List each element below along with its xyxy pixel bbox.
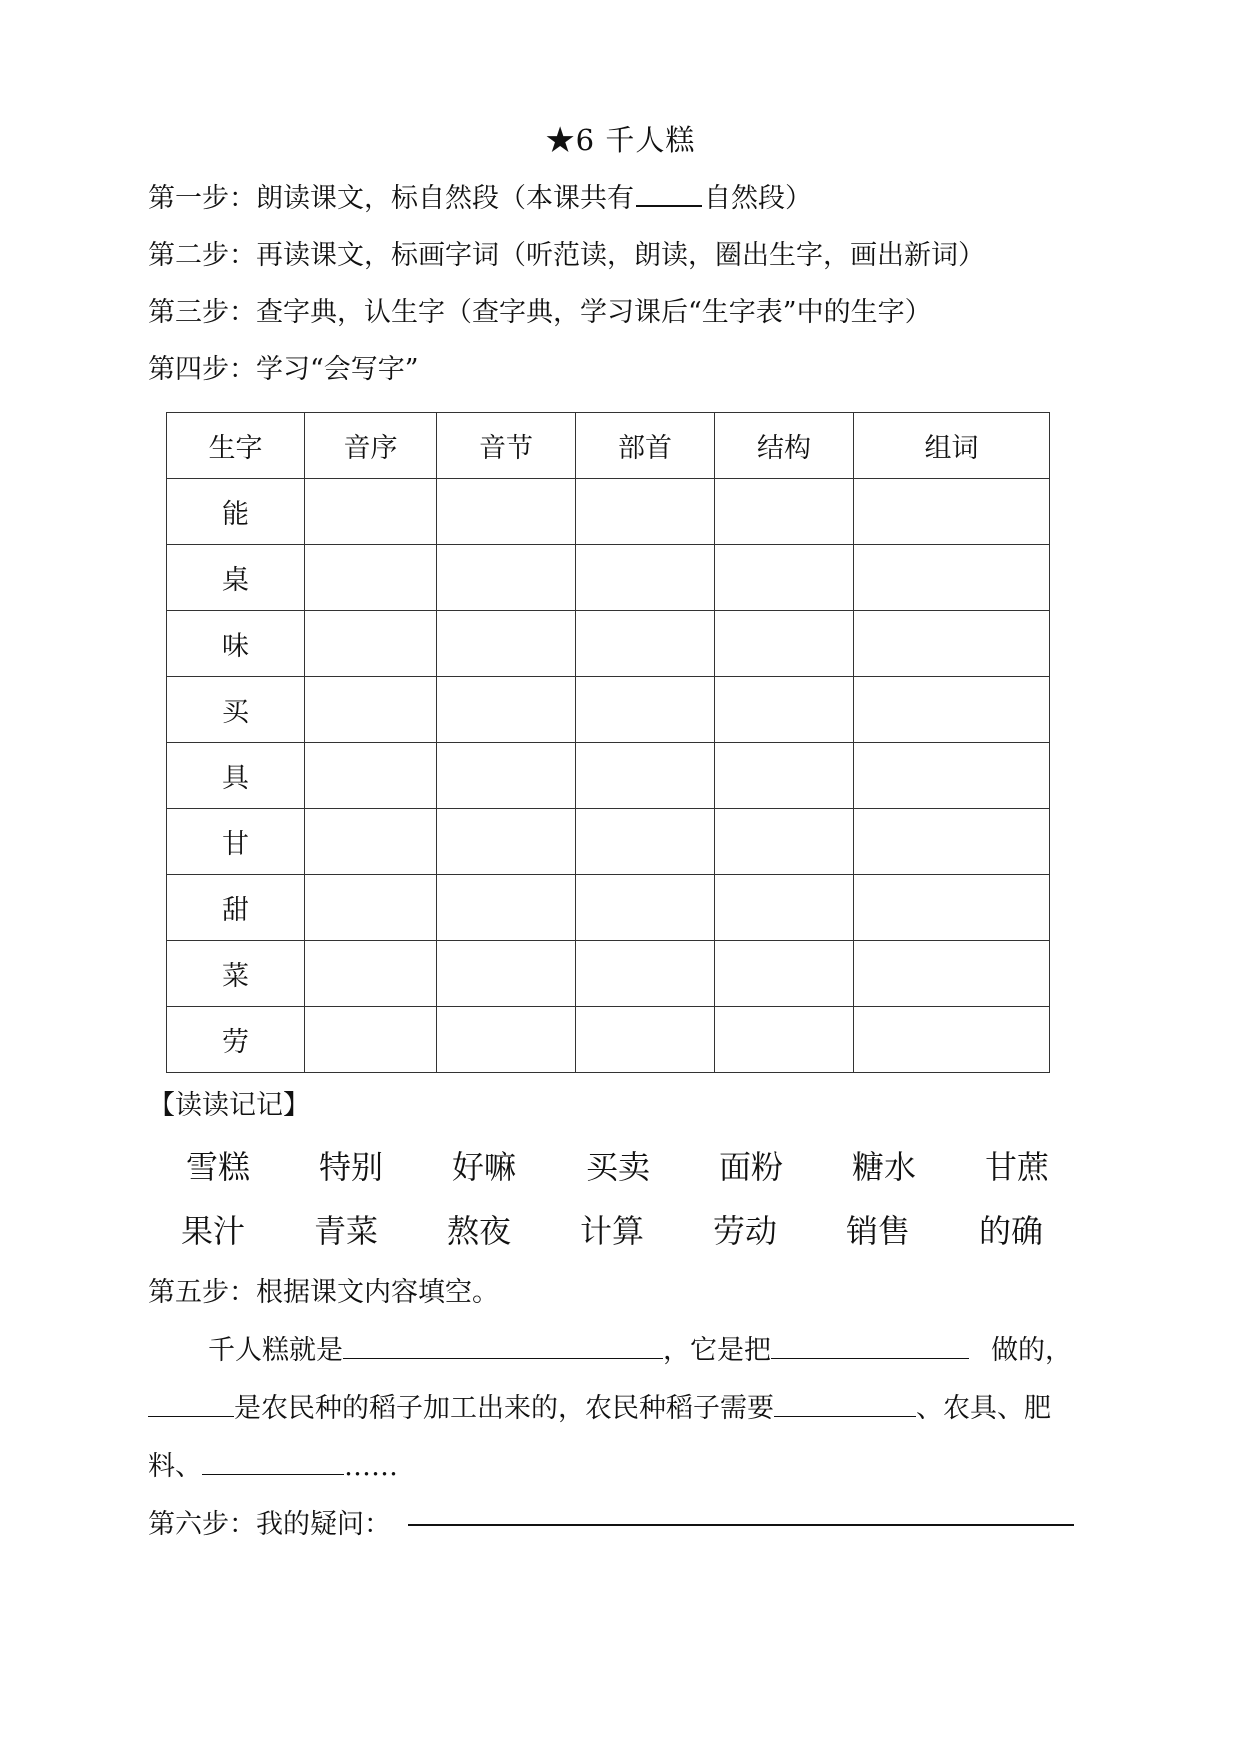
blank-cell[interactable] xyxy=(437,611,576,677)
blank-cell[interactable] xyxy=(576,875,715,941)
word: 面粉 xyxy=(719,1148,784,1186)
character-table xyxy=(166,412,1050,1073)
word: 青菜 xyxy=(314,1212,379,1250)
word: 买卖 xyxy=(586,1148,651,1186)
table-row xyxy=(167,875,1050,941)
fill-blank[interactable] xyxy=(202,1452,344,1475)
fill-line-3 xyxy=(148,1444,398,1483)
word: 计算 xyxy=(580,1212,645,1250)
table-row xyxy=(167,479,1050,545)
char-cell: 味 xyxy=(167,611,305,677)
blank-cell[interactable] xyxy=(305,875,437,941)
blank-cell[interactable] xyxy=(305,677,437,743)
blank-cell[interactable] xyxy=(437,545,576,611)
blank-cell[interactable] xyxy=(305,479,437,545)
table-row xyxy=(167,677,1050,743)
blank-cell[interactable] xyxy=(854,545,1050,611)
word: 的确 xyxy=(979,1212,1044,1250)
char-cell: 甜 xyxy=(167,875,305,941)
table-header: 音节 xyxy=(437,413,576,479)
blank-cell[interactable] xyxy=(437,677,576,743)
table-row xyxy=(167,809,1050,875)
word: 熬夜 xyxy=(447,1212,512,1250)
blank-cell[interactable] xyxy=(305,611,437,677)
word: 特别 xyxy=(319,1148,384,1186)
step-1-text: 第一步：朗读课文，标自然段（本课共有 xyxy=(148,183,634,214)
table-row xyxy=(167,545,1050,611)
word: 好嘛 xyxy=(452,1148,517,1186)
blank-cell[interactable] xyxy=(854,677,1050,743)
paragraph-count-blank[interactable] xyxy=(636,179,702,207)
blank-cell[interactable] xyxy=(715,941,854,1007)
step-1 xyxy=(148,176,812,215)
blank-cell[interactable] xyxy=(305,743,437,809)
blank-cell[interactable] xyxy=(576,1007,715,1073)
table-row xyxy=(167,743,1050,809)
fill-blank[interactable] xyxy=(774,1394,916,1417)
blank-cell[interactable] xyxy=(305,809,437,875)
blank-cell[interactable] xyxy=(305,941,437,1007)
table-header: 组词 xyxy=(854,413,1050,479)
char-cell: 甘 xyxy=(167,809,305,875)
step-2: 第二步：再读课文，标画字词（听范读，朗读，圈出生字，画出新词） xyxy=(148,240,985,271)
blank-cell[interactable] xyxy=(576,677,715,743)
step-6: 第六步：我的疑问： xyxy=(148,1509,391,1540)
blank-cell[interactable] xyxy=(437,941,576,1007)
blank-cell[interactable] xyxy=(854,743,1050,809)
table-header-row xyxy=(167,413,1050,479)
word: 糖水 xyxy=(852,1148,917,1186)
table-row xyxy=(167,1007,1050,1073)
read-remember-heading: 【读读记记】 xyxy=(148,1090,310,1121)
char-cell: 买 xyxy=(167,677,305,743)
word: 果汁 xyxy=(181,1212,246,1250)
char-cell: 具 xyxy=(167,743,305,809)
blank-cell[interactable] xyxy=(305,1007,437,1073)
fill-text: ，它是把 xyxy=(663,1335,771,1366)
blank-cell[interactable] xyxy=(854,611,1050,677)
char-cell: 能 xyxy=(167,479,305,545)
step-1-suffix: 自然段） xyxy=(704,183,812,214)
blank-cell[interactable] xyxy=(715,1007,854,1073)
blank-cell[interactable] xyxy=(715,611,854,677)
blank-cell[interactable] xyxy=(715,875,854,941)
blank-cell[interactable] xyxy=(715,743,854,809)
blank-cell[interactable] xyxy=(576,611,715,677)
fill-text: 是农民种的稻子加工出来的，农民种稻子需要 xyxy=(234,1393,774,1424)
word: 甘蔗 xyxy=(985,1148,1050,1186)
question-answer-line[interactable] xyxy=(408,1524,1074,1526)
table-header: 结构 xyxy=(715,413,854,479)
blank-cell[interactable] xyxy=(576,941,715,1007)
blank-cell[interactable] xyxy=(437,743,576,809)
blank-cell[interactable] xyxy=(437,875,576,941)
page-title: ★6 千人糕 xyxy=(545,123,696,157)
blank-cell[interactable] xyxy=(437,1007,576,1073)
blank-cell[interactable] xyxy=(576,545,715,611)
step-5: 第五步：根据课文内容填空。 xyxy=(148,1277,499,1308)
fill-text: 、农具、肥 xyxy=(916,1393,1051,1424)
blank-cell[interactable] xyxy=(576,809,715,875)
word: 雪糕 xyxy=(186,1148,251,1186)
table-header: 音序 xyxy=(305,413,437,479)
fill-text: 做的， xyxy=(991,1335,1072,1366)
char-cell: 桌 xyxy=(167,545,305,611)
blank-cell[interactable] xyxy=(715,809,854,875)
fill-blank[interactable] xyxy=(343,1336,663,1359)
blank-cell[interactable] xyxy=(854,479,1050,545)
word: 劳动 xyxy=(713,1212,778,1250)
table-header: 部首 xyxy=(576,413,715,479)
word: 销售 xyxy=(846,1212,911,1250)
table-header: 生字 xyxy=(167,413,305,479)
blank-cell[interactable] xyxy=(854,941,1050,1007)
table-row xyxy=(167,941,1050,1007)
fill-blank[interactable] xyxy=(771,1336,969,1359)
blank-cell[interactable] xyxy=(576,743,715,809)
step-3: 第三步：查字典，认生字（查字典，学习课后“生字表”中的生字） xyxy=(148,297,932,328)
fill-blank[interactable] xyxy=(148,1394,234,1417)
fill-line-2 xyxy=(148,1386,1051,1425)
blank-cell[interactable] xyxy=(715,677,854,743)
blank-cell[interactable] xyxy=(305,545,437,611)
char-cell: 菜 xyxy=(167,941,305,1007)
char-cell: 劳 xyxy=(167,1007,305,1073)
fill-text: 千人糕就是 xyxy=(208,1335,343,1366)
blank-cell[interactable] xyxy=(437,479,576,545)
blank-cell[interactable] xyxy=(854,875,1050,941)
blank-cell[interactable] xyxy=(854,809,1050,875)
blank-cell[interactable] xyxy=(715,479,854,545)
blank-cell[interactable] xyxy=(437,809,576,875)
fill-text: 料、 xyxy=(148,1451,202,1482)
blank-cell[interactable] xyxy=(715,545,854,611)
fill-text: …… xyxy=(344,1451,398,1482)
fill-line-1 xyxy=(208,1328,1072,1367)
blank-cell[interactable] xyxy=(854,1007,1050,1073)
step-4: 第四步：学习“会写字” xyxy=(148,354,419,385)
table-row xyxy=(167,611,1050,677)
blank-cell[interactable] xyxy=(576,479,715,545)
